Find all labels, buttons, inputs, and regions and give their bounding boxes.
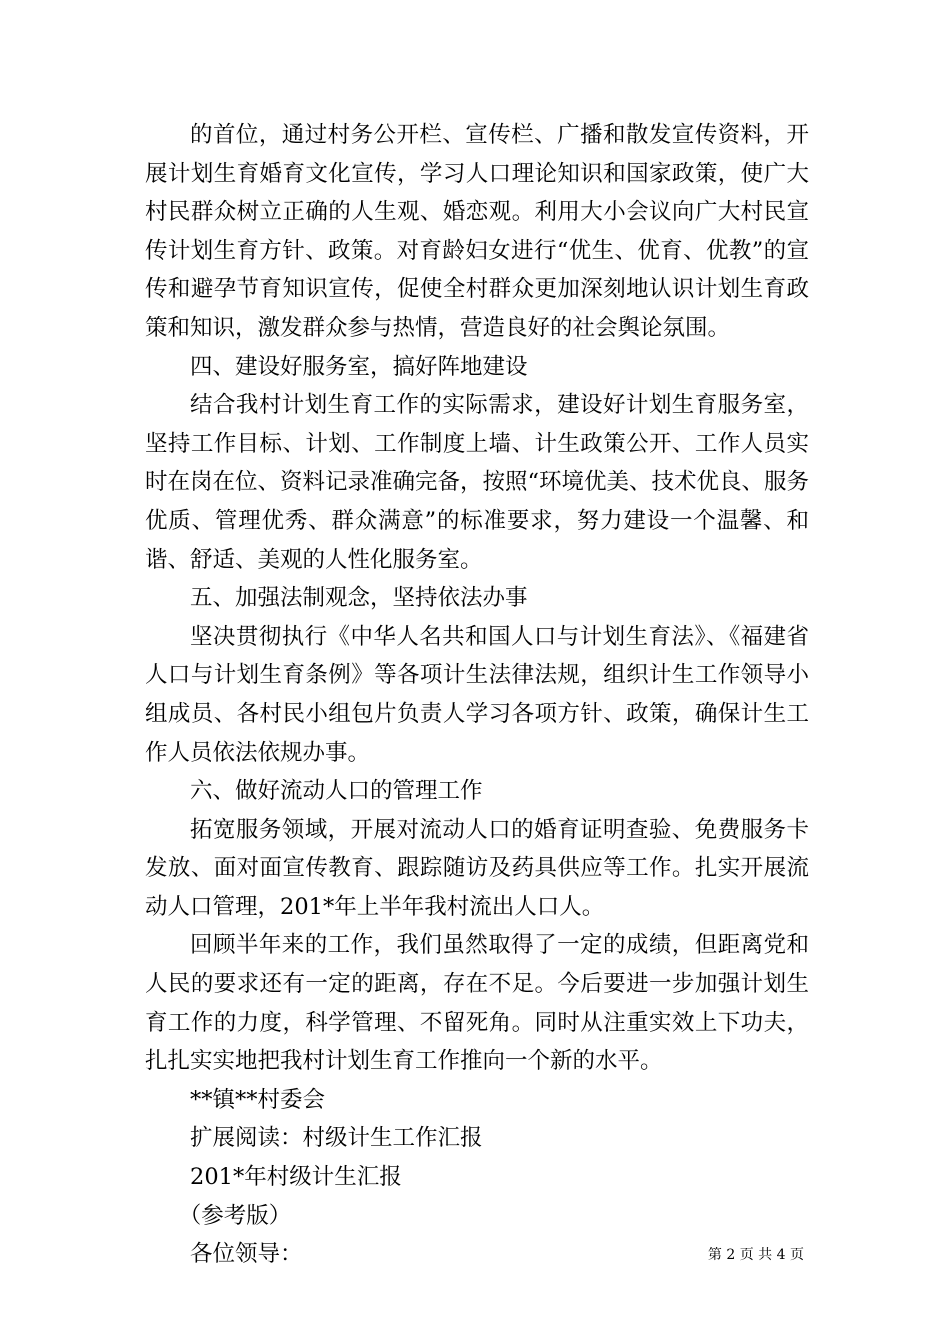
paragraph-review: 回顾半年来的工作，我们虽然取得了一定的成绩，但距离党和人民的要求还有一定的距离，存在不足。今后要进一步加强计划生育工作的力度，科学管理、不留死角。同时从注重实效上下功夫，扎扎实实地把我村计划生育工作推向一个新的水平。: [145, 932, 809, 1075]
salutation: 各位领导：: [190, 1241, 303, 1268]
reference-version-label: （参考版）: [178, 1202, 292, 1229]
heading-floating-population: 六、做好流动人口的管理工作: [190, 778, 483, 805]
paragraph-publicity: 的首位，通过村务公开栏、宣传栏、广播和散发宣传资料，开展计划生育婚育文化宣传，学习人口理论知识和国家政策，使广大村民群众树立正确的人生观、婚恋观。利用大小会议向广大村民宣传计划生育方针、政策。对育龄妇女进行“优生、优育、优教”的宣传和避孕节育知识宣传，促使全村群众更加深刻地认识计划生育政策和知识，激发群众参与热情，营造良好的社会舆论氛围。: [145, 122, 809, 341]
extended-reading-title: 扩展阅读：村级计生工作汇报: [190, 1125, 483, 1152]
page-number-footer: 第 2 页 共 4 页: [707, 1247, 804, 1263]
document-body: [145, 116, 809, 1274]
heading-legal-concept: 五、加强法制观念，坚持依法办事: [190, 585, 528, 612]
heading-service-room: 四、建设好服务室，搞好阵地建设: [190, 353, 528, 380]
paragraph-legal-concept: 坚决贯彻执行《中华人名共和国人口与计划生育法》、《福建省人口与计划生育条例》等各项计生法律法规，组织计生工作领导小组成员、各村民小组包片负责人学习各项方针、政策，确保计生工作人员依法依规办事。: [145, 623, 809, 766]
report-title: 201*年村级计生汇报: [190, 1164, 402, 1191]
paragraph-service-room: 结合我村计划生育工作的实际需求，建设好计划生育服务室，坚持工作目标、计划、工作制度上墙、计生政策公开、工作人员实时在岗在位、资料记录准确完备，按照“环境优美、技术优良、服务优质、管理优秀、群众满意”的标准要求，努力建设一个温馨、和谐、舒适、美观的人性化服务室。: [145, 392, 810, 573]
signature-committee: **镇**村委会: [190, 1086, 326, 1113]
paragraph-floating-population: 拓宽服务领域，开展对流动人口的婚育证明查验、免费服务卡发放、面对面宣传教育、跟踪随访及药具供应等工作。扎实开展流动人口管理，201*年上半年我村流出人口人。: [145, 816, 809, 920]
